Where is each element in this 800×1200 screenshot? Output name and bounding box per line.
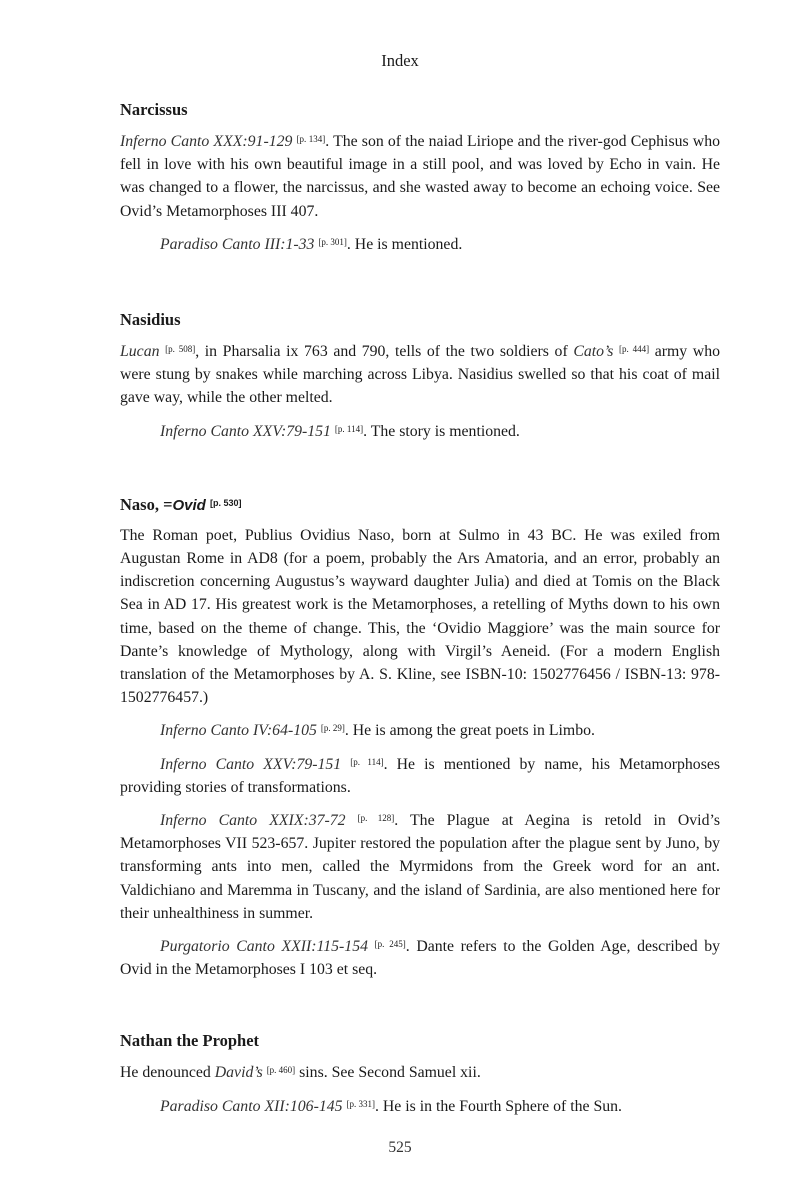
entry-paragraph xyxy=(120,338,720,410)
entry-paragraph xyxy=(120,418,720,443)
entry-paragraph xyxy=(120,717,720,742)
canto-reference-link[interactable]: Inferno Canto XXIX:37-72 xyxy=(160,812,346,830)
cross-reference-link[interactable]: David’s xyxy=(214,1064,263,1082)
entry-title xyxy=(120,491,720,518)
entry-text: . The son of the naiad Liriope and the river-god Cephisus who fell in love with his own beautiful image in a still pool, and was loved by Echo in vain. He was changed to a flower, the narcissus, and she wasted away to become an echoing voice. See Ovid’s Metamorphoses III 407. xyxy=(120,133,720,220)
page-number: 525 xyxy=(388,1139,412,1156)
entry-text: . The story is mentioned. xyxy=(363,422,520,440)
canto-reference-link[interactable]: Paradiso Canto XII:106-145 xyxy=(160,1097,343,1115)
canto-reference-link[interactable]: Paradiso Canto III:1-33 xyxy=(160,235,315,253)
entry-narcissus xyxy=(120,98,720,256)
entry-text: . He is among the great poets in Limbo. xyxy=(344,722,595,740)
entry-title: Nathan the Prophet xyxy=(120,1031,260,1051)
entry-text: sins. See Second Samuel xii. xyxy=(295,1064,481,1082)
entry-title-text: Naso, xyxy=(120,494,164,514)
page-reference-link[interactable]: [p. 460] xyxy=(266,1065,296,1076)
entry-nathan xyxy=(120,1029,720,1117)
page-reference-link[interactable]: [p. 301] xyxy=(318,236,347,247)
index-content xyxy=(120,98,720,1126)
entry-title: Nasidius xyxy=(120,310,181,330)
page-reference-link[interactable]: [p. 444] xyxy=(619,344,650,355)
entry-text: . He is mentioned by name, his Metamorphoses providing stories of transformations. xyxy=(120,755,720,796)
entry-text: army who were stung by snakes while marching across Libya. Nasidius swelled so that his coat of mail gave way, while the other melted. xyxy=(120,343,720,407)
cross-reference-link[interactable]: Lucan xyxy=(120,343,160,361)
page-reference-link[interactable]: [p. 128] xyxy=(357,813,395,824)
cross-reference-link[interactable]: Cato’s xyxy=(573,343,614,361)
entry-paragraph: The Roman poet, Publius Ovidius Naso, born at Sulmo in 43 BC. He was exiled from Augustan Rome in AD8 (for a poem, probably the Ars Amatoria, and an error, probably an indiscretion concerning Augustus’s wayward daughter Julia) and died at Tomis on the Black Sea in AD 17. His greatest work is the Metamorphoses, a retelling of Myths down to his own time, based on the theme of change. This, the ‘Ovidio Maggiore’ was the main source for Dante’s knowledge of Mythology, along with Virgil’s Aeneid. (For a modern English translation of the Metamorphoses by A. S. Kline, see ISBN-10: 1502776456 / ISBN-13: 978-1502776457.) xyxy=(120,526,720,707)
entry-paragraph xyxy=(120,751,720,799)
entry-paragraph xyxy=(120,128,720,223)
page-reference-link[interactable]: [p. 245] xyxy=(374,939,406,950)
entry-nasidius xyxy=(120,308,720,443)
entry-naso xyxy=(120,491,720,982)
canto-reference-link[interactable]: Inferno Canto XXX:91-129 xyxy=(120,133,293,150)
page-reference-link[interactable]: [p. 508] xyxy=(165,344,196,355)
entry-text: . He is in the Fourth Sphere of the Sun. xyxy=(374,1097,623,1115)
entry-text: , in Pharsalia ix 763 and 790, tells of the two soldiers of xyxy=(195,343,574,361)
ovid-cross-reference-link[interactable]: Ovid xyxy=(172,496,206,514)
entry-paragraph xyxy=(120,807,720,925)
entry-paragraph xyxy=(120,1059,720,1084)
entry-title: Narcissus xyxy=(120,100,188,119)
entry-paragraph xyxy=(120,231,720,256)
entry-text: He denounced xyxy=(120,1064,215,1082)
canto-reference-link[interactable]: Inferno Canto XXV:79-151 xyxy=(160,755,342,773)
entry-text: . The Plague at Aegina is retold in Ovid’s Metamorphoses VII 523-657. Jupiter restored the population after the plague sent by Juno, by transforming ants into men, called the Myrmidons from the Greek word for an ant. Valdichiano and Maremma in Tuscany, and the island of Sardinia, are also mentioned here for their unhealthiness in summer. xyxy=(120,812,721,922)
entry-text: . He is mentioned. xyxy=(346,235,463,253)
page-reference-link[interactable]: [p. 114] xyxy=(334,423,364,434)
page-reference-link[interactable]: [p. 29] xyxy=(320,723,345,734)
page-reference-link[interactable]: [p. 134] xyxy=(296,134,326,144)
page-reference-link[interactable]: [p. 331] xyxy=(346,1098,375,1109)
see-also-prefix: = xyxy=(163,494,173,514)
canto-reference-link[interactable]: Inferno Canto IV:64-105 xyxy=(160,722,317,740)
page-reference-link[interactable]: [p. 114] xyxy=(350,756,384,767)
entry-paragraph xyxy=(120,933,720,981)
entry-paragraph xyxy=(120,1093,720,1118)
canto-reference-link[interactable]: Purgatorio Canto XXII:115-154 xyxy=(160,938,369,956)
entry-text: . Dante refers to the Golden Age, described by Ovid in the Metamorphoses I 103 et seq. xyxy=(120,938,721,979)
page-reference-link[interactable]: [p. 530] xyxy=(209,497,242,508)
canto-reference-link[interactable]: Inferno Canto XXV:79-151 xyxy=(160,422,331,440)
running-header: Index xyxy=(381,51,419,70)
